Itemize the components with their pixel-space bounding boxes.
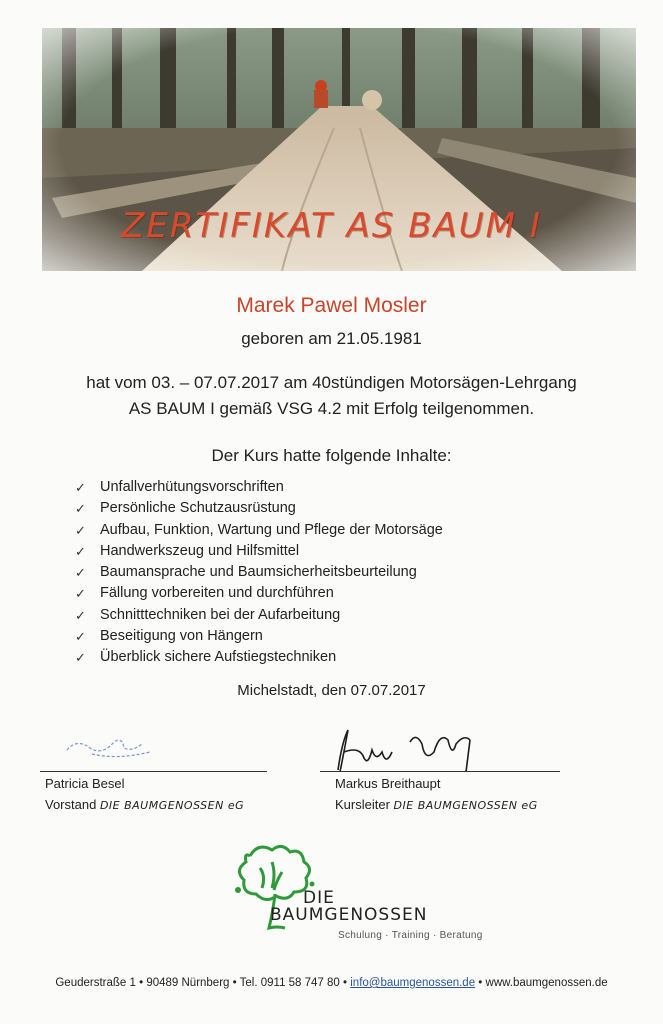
list-item [75, 583, 443, 604]
list-item-label: Persönliche Schutzausrüstung [100, 500, 296, 517]
list-item [75, 541, 443, 562]
logo-tagline: Schulung · Training · Beratung [338, 930, 483, 941]
signatory-left-role: Vorstand DIE BAUMGENOSSEN eG [45, 797, 245, 812]
checkmark-icon: ✓ [75, 480, 86, 495]
signatory-right-name: Markus Breithaupt [335, 776, 441, 791]
participant-name: Marek Pawel Mosler [236, 294, 427, 317]
checkmark-icon: ✓ [75, 607, 86, 623]
list-item [75, 498, 443, 519]
checkmark-icon: ✓ [75, 586, 86, 602]
list-item [75, 605, 443, 626]
course-description-line-1: hat vom 03. – 07.07.2017 am 40stündigen Motorsägen-Lehrgang [86, 373, 577, 392]
footer-address: Geuderstraße 1 • 90489 Nürnberg • Tel. 0911 58 747 80 • [55, 977, 348, 989]
logo-text-line-2: BAUMGENOSSEN [270, 905, 428, 925]
place-and-date: Michelstadt, den 07.07.2017 [237, 682, 426, 699]
list-item-label: Fällung vorbereiten und durchführen [100, 585, 334, 602]
certificate-title: ZERTIFIKAT AS BAUM I [121, 206, 542, 246]
list-item [75, 647, 443, 668]
list-item-label: Beseitigung von Hängern [100, 628, 263, 645]
logo-text-line-1: DIE [303, 888, 335, 908]
checkmark-icon: ✓ [75, 501, 86, 517]
signature-left-image [62, 730, 157, 766]
list-item [75, 626, 443, 647]
contents-heading: Der Kurs hatte folgende Inhalte: [211, 446, 452, 465]
list-item-label: Überblick sichere Aufstiegstechniken [100, 649, 337, 666]
signatory-right-role: Kursleiter DIE BAUMGENOSSEN eG [335, 797, 538, 812]
course-contents-list [75, 477, 443, 669]
footer-contact [0, 977, 663, 989]
checkmark-icon: ✓ [75, 629, 86, 645]
list-item-label: Schnitttechniken bei der Aufarbeitung [100, 606, 341, 623]
checkmark-icon: ✓ [75, 522, 86, 538]
footer-website[interactable]: • www.baumgenossen.de [478, 977, 608, 989]
list-item-label: Baumansprache und Baumsicherheitsbeurteilung [100, 564, 417, 581]
list-item [75, 562, 443, 583]
checkmark-icon: ✓ [75, 650, 86, 666]
list-item [75, 520, 443, 541]
birth-date-line: geboren am 21.05.1981 [241, 329, 422, 348]
course-description-line-2: AS BAUM I gemäß VSG 4.2 mit Erfolg teilgenommen. [128, 399, 535, 418]
list-item-label: Handwerkszeug und Hilfsmittel [100, 542, 300, 559]
signature-line-left [40, 771, 267, 772]
list-item-label: Aufbau, Funktion, Wartung und Pflege der Motorsäge [100, 521, 443, 538]
checkmark-icon: ✓ [75, 565, 86, 581]
checkmark-icon: ✓ [75, 543, 86, 559]
list-item [75, 477, 443, 498]
footer-email-link[interactable]: info@baumgenossen.de [350, 977, 476, 989]
signatory-left-name: Patricia Besel [45, 776, 125, 791]
list-item-label: Unfallverhütungsvorschriften [100, 479, 284, 495]
signature-line-right [320, 771, 560, 772]
